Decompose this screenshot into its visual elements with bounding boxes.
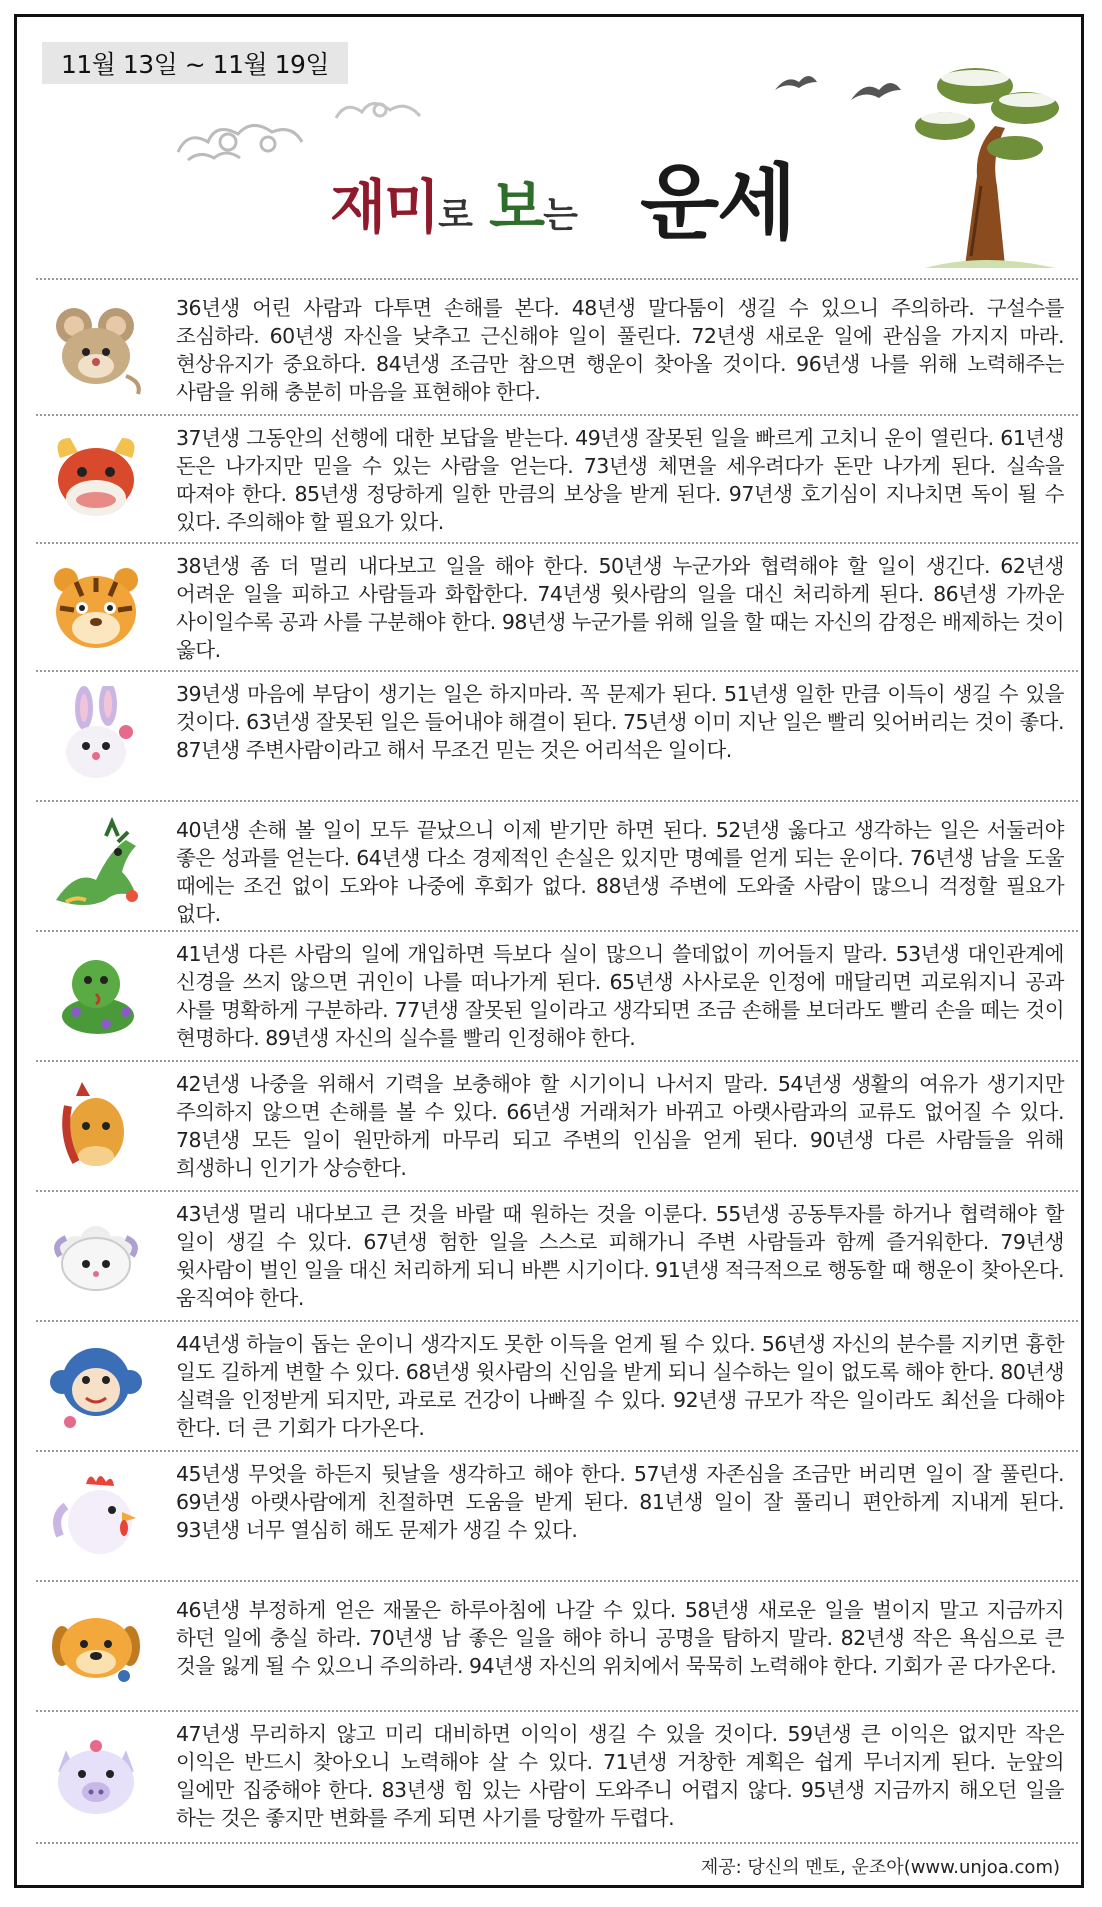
- tiger-icon: [46, 558, 146, 658]
- monkey-icon: [46, 1336, 146, 1436]
- fortune-text: 40년생 손해 볼 일이 모두 끝났으니 이제 받기만 하면 된다. 52년생 옳다고 생각하는 일은 서둘러야 좋은 성과를 얻는다. 64년생 다소 경제적인 손실은 있지만 명예를 얻게 되는 운이다. 76년생 남을 도울 때에는 조건 없이 도와야 나중에 후회가 없다. 88년생 주변에 도와줄 사람이 많으니 걱정할 필요가 없다.: [176, 818, 1064, 926]
- fortune-row-dog: [36, 1580, 1078, 1710]
- cloud-decoration-icon: [168, 112, 328, 172]
- fortune-row-snake: [36, 930, 1078, 1060]
- fortune-row-monkey: [36, 1320, 1078, 1450]
- fortune-text: 37년생 그동안의 선행에 대한 보답을 받는다. 49년생 잘못된 일을 빠르게 고치니 운이 열린다. 61년생 돈은 나가지만 믿을 수 있는 사람을 얻는다. 73년생 체면을 세우려다가 돈만 나가게 된다. 실속을 따져야 한다. 85년생 정당하게 일한 만큼의 보상을 받게 된다. 97년생 호기심이 지나치면 독이 될 수 있다. 주의해야 할 필요가 있다.: [176, 426, 1064, 534]
- fortune-text: 38년생 좀 더 멀리 내다보고 일을 해야 한다. 50년생 누군가와 협력해야 할 일이 생긴다. 62년생 어려운 일을 피하고 사람들과 화합한다. 74년생 윗사람의 일을 대신 처리하게 된다. 86년생 가까운 사이일수록 공과 사를 구분해야 한다. 98년생 누군가를 위해 일을 할 때는 자신의 감정은 배제하는 것이 옳다.: [176, 554, 1064, 662]
- title-part-4: 는: [543, 195, 576, 236]
- date-range: 11월 13일 ~ 11월 19일: [42, 42, 348, 84]
- fortune-text: 43년생 멀리 내다보고 큰 것을 바랄 때 원하는 것을 이룬다. 55년생 공동투자를 하거나 협력해야 할 일이 생길 수 있다. 67년생 험한 일을 스스로 피해가니 주변 사람들과 함께 즐거워한다. 79년생 윗사람이 벌인 일을 대신 처리하게 되니 바쁜 시기이다. 91년생 적극적으로 행동할 때 행운이 찾아온다. 움직여야 한다.: [176, 1202, 1064, 1310]
- page-title: [330, 155, 795, 251]
- fortune-text: 45년생 무엇을 하든지 뒷날을 생각하고 해야 한다. 57년생 자존심을 조금만 버리면 일이 잘 풀린다. 69년생 아랫사람에게 친절하면 도움을 받게 된다. 81년생 일이 잘 풀리니 편안하게 지내게 된다. 93년생 너무 열심히 해도 문제가 생길 수 있다.: [176, 1462, 1064, 1542]
- pig-icon: [46, 1726, 146, 1826]
- fortune-row-horse: [36, 1060, 1078, 1190]
- bird-icon: [775, 68, 915, 108]
- fortune-list: [36, 278, 1078, 1840]
- ox-icon: [46, 428, 146, 528]
- fortune-row-rabbit: [36, 670, 1078, 800]
- rooster-icon: [46, 1466, 146, 1566]
- title-part-3: 보: [489, 173, 544, 241]
- fortune-row-dragon: [36, 800, 1078, 930]
- bottom-divider: [36, 1842, 1078, 1844]
- rat-icon: [46, 296, 146, 396]
- fortune-row-sheep: [36, 1190, 1078, 1320]
- fortune-row-rooster: [36, 1450, 1078, 1580]
- fortune-text: 47년생 무리하지 않고 미리 대비하면 이익이 생길 수 있을 것이다. 59년생 큰 이익은 없지만 작은 이익은 반드시 찾아오니 노력해야 살 수 있다. 71년생 거창한 계획은 쉽게 무너지게 된다. 눈앞의 일에만 집중해야 한다. 83년생 힘 있는 사람이 도와주니 어렵지 않다. 95년생 지금까지 해오던 일을 하는 것은 좋지만 변화를 주게 되면 사기를 당할까 두렵다.: [176, 1722, 1064, 1830]
- fortune-text: 42년생 나중을 위해서 기력을 보충해야 할 시기이니 나서지 말라. 54년생 생활의 여유가 생기지만 주의하지 않으면 손해를 볼 수 있다. 66년생 거래처가 바뀌고 아랫사람과의 교류도 없어질 수 있다. 78년생 모든 일이 원만하게 마무리 되고 주변의 인심을 얻게 된다. 90년생 다른 사람들을 위해 희생하니 인기가 상승한다.: [176, 1072, 1064, 1180]
- dog-icon: [46, 1596, 146, 1696]
- pine-tree-icon: [905, 56, 1065, 276]
- fortune-row-rat: [36, 278, 1078, 414]
- fortune-text: 41년생 다른 사람의 일에 개입하면 득보다 실이 많으니 쓸데없이 끼어들지 말라. 53년생 대인관계에 신경을 쓰지 않으면 귀인이 나를 떠나가게 된다. 65년생 사사로운 인정에 매달리면 괴로워지니 공과 사를 명확하게 구분하라. 77년생 잘못된 일이라고 생각되면 조금 손해를 보더라도 빨리 손을 떼는 것이 현명하다. 89년생 자신의 실수를 빨리 인정해야 한다.: [176, 942, 1064, 1050]
- source-credit: 제공: 당신의 멘토, 운조아(www.unjoa.com): [700, 1857, 1060, 1878]
- dragon-icon: [46, 816, 146, 916]
- fortune-row-tiger: [36, 542, 1078, 670]
- title-part-2: 로: [438, 195, 471, 236]
- fortune-text: 36년생 어린 사람과 다투면 손해를 본다. 48년생 말다툼이 생길 수 있으니 주의하라. 구설수를 조심하라. 60년생 자신을 낮추고 근신해야 일이 풀린다. 72년생 새로운 일에 관심을 가지지 마라. 현상유지가 중요하다. 84년생 조금만 참으면 행운이 찾아올 것이다. 96년생 나를 위해 노력해주는 사람을 위해 충분히 마음을 표현해야 한다.: [176, 296, 1064, 404]
- title-brush-text: 운세: [640, 155, 795, 251]
- sheep-icon: [46, 1206, 146, 1306]
- fortune-row-ox: [36, 414, 1078, 542]
- fortune-text: 44년생 하늘이 돕는 운이니 생각지도 못한 이득을 얻게 될 수 있다. 56년생 자신의 분수를 지키면 흉한 일도 길하게 변할 수 있다. 68년생 윗사람의 신임을 받게 되니 실수하는 일이 없도록 해야 한다. 80년생 실력을 인정받게 되지만, 과로로 건강이 나빠질 수 있다. 92년생 규모가 작은 일이라도 최선을 다해야 한다. 더 큰 기회가 다가온다.: [176, 1332, 1064, 1440]
- fortune-row-pig: [36, 1710, 1078, 1840]
- snake-icon: [46, 946, 146, 1046]
- fortune-text: 39년생 마음에 부담이 생기는 일은 하지마라. 꼭 문제가 된다. 51년생 일한 만큼 이득이 생길 수 있을 것이다. 63년생 잘못된 일은 들어내야 해결이 된다. 75년생 이미 지난 일은 빨리 잊어버리는 것이 좋다. 87년생 주변사람이라고 해서 무조건 믿는 것은 어리석은 일이다.: [176, 682, 1064, 762]
- cloud-small-icon: [330, 90, 440, 130]
- fortune-text: 46년생 부정하게 얻은 재물은 하루아침에 나갈 수 있다. 58년생 새로운 일을 벌이지 말고 지금까지 하던 일에 충실 하라. 70년생 남 좋은 일을 해야 하니 공명을 탐하지 말라. 82년생 작은 욕심으로 큰 것을 잃게 될 수 있으니 주의하라. 94년생 자신의 위치에서 묵묵히 노력해야 한다. 기회가 곧 다가온다.: [176, 1598, 1064, 1678]
- rabbit-icon: [46, 686, 146, 786]
- title-part-1: 재미: [330, 173, 439, 241]
- horse-icon: [46, 1076, 146, 1176]
